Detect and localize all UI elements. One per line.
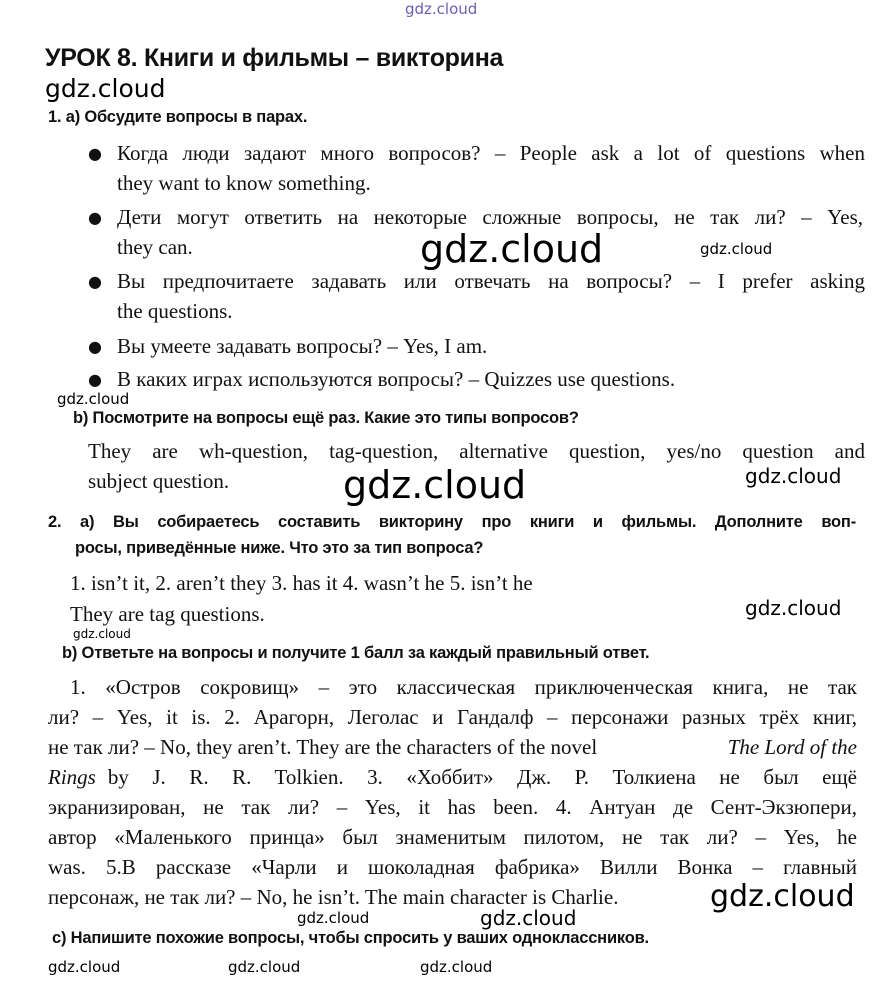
answer-text: They are tag questions. — [70, 602, 265, 626]
watermark: gdz.cloud — [745, 464, 842, 488]
exercise-1a-heading: 1. а) Обсудите вопросы в парах. — [48, 108, 308, 126]
bullet-text: Вы умеете задавать вопросы? – Yes, I am. — [117, 334, 488, 358]
answer-text: не так ли? – No, they aren’t. They are the characters of the novel — [48, 735, 598, 759]
answer-line: 1. «Остров сокровищ» – это классическая приключенческая книга, не так — [70, 675, 857, 699]
answer-text: subject question. — [88, 469, 230, 493]
answer-text: They are wh-question, tag-question, alternative question, yes/no question and — [88, 439, 865, 463]
watermark: gdz.cloud — [73, 627, 131, 641]
answer-line: автор «Маленького принца» был знаменитым пилотом, не так ли? – Yes, he — [48, 825, 857, 849]
answer-line — [48, 765, 857, 789]
answer-line: персонаж, не так ли? – No, he isn’t. The main character is Charlie. — [48, 885, 619, 909]
bullet-icon: ● — [88, 337, 102, 356]
watermark: gdz.cloud — [420, 227, 604, 271]
bullet-text: В каких играх используются вопросы? – Quizzes use questions. — [117, 367, 676, 391]
bullet-text: Дети могут ответить на некоторые сложные вопросы, не так ли? – Yes, — [117, 205, 863, 229]
exercise-2a-heading: 2. а) Вы собираетесь составить викторину про книги и фильмы. Дополните воп- — [48, 513, 856, 531]
answer-text: 1. isn’t it, 2. aren’t they 3. has it 4. wasn’t he 5. isn’t he — [70, 571, 533, 595]
bullet-icon: ● — [88, 208, 102, 227]
watermark: gdz.cloud — [57, 390, 130, 408]
watermark: gdz.cloud — [700, 240, 773, 258]
answer-text: by J. R. R. Tolkien. 3. «Хоббит» Дж. Р. Толкиена не был ещё — [107, 765, 857, 789]
bullet-text: the questions. — [117, 299, 233, 323]
bullet-text: Когда люди задают много вопросов? – People ask a lot of questions when — [117, 141, 865, 165]
watermark: gdz.cloud — [297, 909, 370, 927]
answer-line: was. 5.В рассказе «Чарли и шоколадная фабрика» Вилли Вонка – главный — [48, 855, 857, 879]
exercise-2c-heading: c) Напишите похожие вопросы, чтобы спросить у ваших одноклассников. — [52, 929, 649, 947]
watermark: gdz.cloud — [710, 879, 855, 914]
watermark: gdz.cloud — [45, 74, 166, 103]
watermark: gdz.cloud — [745, 596, 842, 620]
watermark: gdz.cloud — [480, 906, 577, 930]
exercise-2a-heading: росы, приведённые ниже. Что это за тип вопроса? — [75, 539, 484, 557]
bullet-text: they want to know something. — [117, 171, 371, 195]
book-title: The Lord of the — [727, 735, 857, 759]
bullet-icon: ● — [88, 144, 102, 163]
answer-line: экранизирован, не так ли? – Yes, it has been. 4. Антуан де Сент-Экзюпери, — [48, 795, 857, 819]
bullet-icon: ● — [88, 370, 102, 389]
book-title: Rings — [48, 765, 96, 789]
exercise-2b-heading: b) Ответьте на вопросы и получите 1 балл за каждый правильный ответ. — [62, 644, 650, 662]
exercise-1b-heading: b) Посмотрите на вопросы ещё раз. Какие это типы вопросов? — [73, 409, 579, 427]
watermark: gdz.cloud — [228, 958, 301, 976]
watermark: gdz.cloud — [420, 958, 493, 976]
bullet-icon: ● — [88, 272, 102, 291]
watermark: gdz.cloud — [48, 958, 121, 976]
watermark: gdz.cloud — [343, 463, 527, 507]
bullet-text: Вы предпочитаете задавать или отвечать на вопросы? – I prefer asking — [117, 269, 865, 293]
page-title: УРОК 8. Книги и фильмы – викторина — [45, 44, 504, 72]
bullet-text: they can. — [117, 235, 193, 259]
watermark: gdz.cloud — [405, 0, 478, 18]
answer-line: ли? – Yes, it is. 2. Арагорн, Леголас и Гандалф – персонажи разных трёх книг, — [48, 705, 857, 729]
answer-line — [48, 735, 857, 759]
